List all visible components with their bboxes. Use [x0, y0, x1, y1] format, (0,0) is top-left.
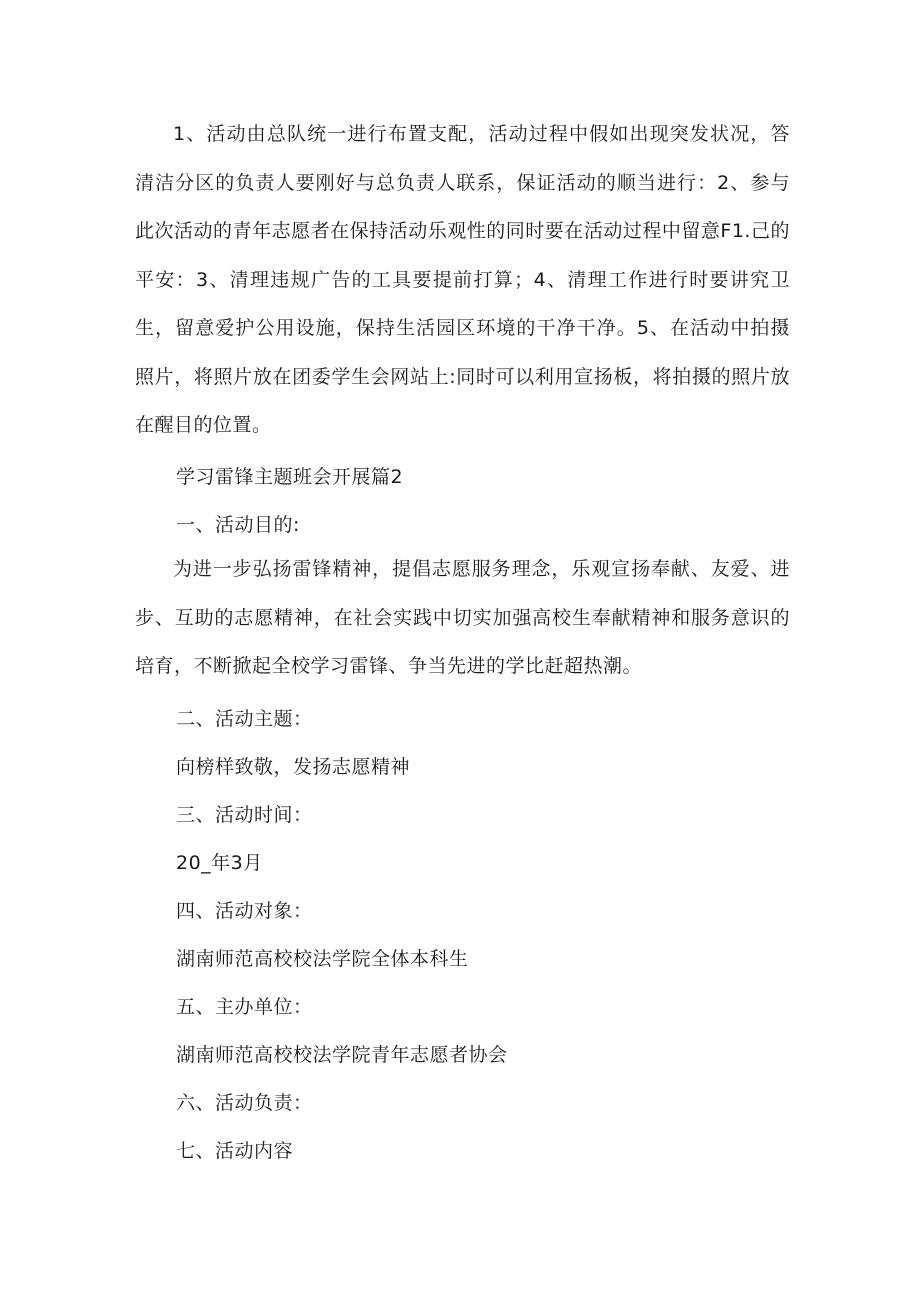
section-heading: 学习雷锋主题班会开展篇2 — [176, 466, 404, 488]
section-5-title: 五、主办单位： — [176, 996, 313, 1018]
section-6-title: 六、活动负责： — [176, 1092, 313, 1114]
section-7-title: 七、活动内容 — [176, 1140, 294, 1162]
activity-notes-paragraph: 1、活动由总队统一进行布置支配，活动过程中假如出现突发状况，答清洁分区的负责人要刚好与总负责人联系，保证活动的顺当进行：2、参与此次活动的青年志愿者在保持活动乐观性的同时要在活动过程中留意F1.己的平安：3、清理违规广告的工具要提前打算；4、清理工作进行时要讲究卫生，留意爱护公用设施，保持生活园区环境的干净干净。5、在活动中拍摄照片，将照片放在团委学生会网站上:同时可以利用宣扬板，将拍摄的照片放在醒目的位置。 — [135, 123, 790, 436]
section-2-body: 向榜样致敬，发扬志愿精神 — [176, 756, 411, 778]
section-2-title: 二、活动主题： — [176, 708, 313, 730]
section-3-title: 三、活动时间： — [176, 804, 313, 826]
section-1-title: 一、活动目的: — [176, 514, 300, 536]
section-3-body: 20_年3月 — [176, 852, 263, 874]
section-4-body: 湖南师范高校校法学院全体本科生 — [176, 948, 469, 970]
section-5-body: 湖南师范高校校法学院青年志愿者协会 — [176, 1044, 508, 1066]
section-4-title: 四、活动对象： — [176, 900, 313, 922]
activity-purpose-paragraph: 为进一步弘扬雷锋精神，提倡志愿服务理念，乐观宣扬奉献、友爱、进步、互助的志愿精神，在社会实践中切实加强高校生奉献精神和服务意识的培育，不断掀起全校学习雷锋、争当先进的学比赶超热潮。 — [135, 558, 790, 677]
